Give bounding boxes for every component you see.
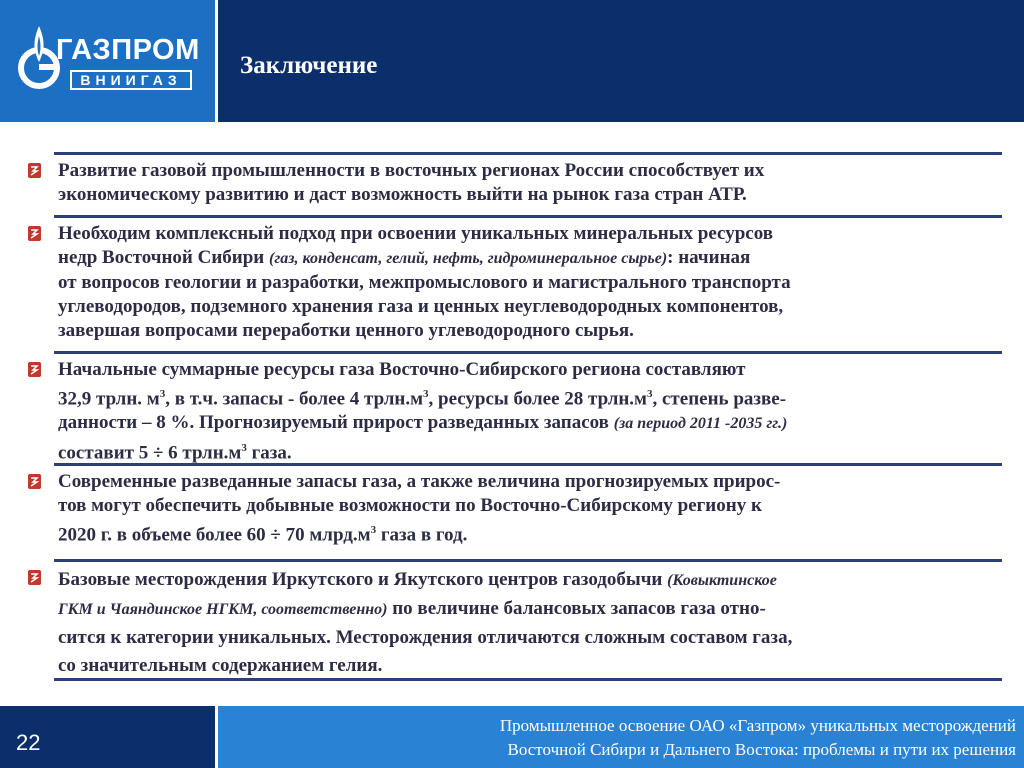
page-number: 22 xyxy=(16,730,41,755)
list-item xyxy=(54,559,1002,678)
item-text: Необходим комплексный подход при освоении уникальных минеральных ресурсов недр Восточной Сибири (газ, конденсат, гелий, нефть, гидроминеральное сырье): начиная от вопросов геологии и разработки, межпромыслового и магистрального транспорта углеводородов, подземного хранения газа и ценных неуглеводородных компонентов, завершая вопросами переработки ценного углеводородного сырья. xyxy=(58,223,791,341)
flame-icon xyxy=(18,22,60,94)
bullet-icon xyxy=(28,163,41,178)
item-text: Современные разведанные запасы газа, а также величина прогнозируемых прирос- тов могут обеспечить добывные возможности по Восточно-Сибирскому региону к 2020 г. в объеме более 60 ÷ 70 $млрд.м^3$ газа в год. xyxy=(58,471,781,546)
footer-bar xyxy=(218,706,1024,768)
gazprom-vniigaz-logo xyxy=(0,0,215,122)
footer-caption: Промышленное освоение ОАО «Газпром» уникальных месторождений Восточной Сибири и Дальнего Востока: проблемы и пути их решения xyxy=(499,716,1016,759)
header-bar xyxy=(218,0,1024,122)
page-title: Заключение xyxy=(240,52,378,79)
list-item xyxy=(54,351,1002,463)
footer-page-box xyxy=(0,706,215,768)
list-item xyxy=(54,215,1002,351)
logo-wordmark: ГАЗПРОМ xyxy=(56,34,200,66)
bullet-icon xyxy=(28,362,41,377)
item-text: Базовые месторождения Иркутского и Якутского центров газодобычи (Ковыктинское ГКМ и Чаяндинское НГКМ, соответственно) по величине балансовых запасов газа отно- сится к категории уникальных. Месторождения отличаются сложным составом газа, со значительным содержанием гелия. xyxy=(58,569,793,676)
bullet-icon xyxy=(28,474,41,489)
bullet-icon xyxy=(28,570,41,585)
item-text: Развитие газовой промышленности в восточных регионах России способствует их экономическому развитию и даст возможность выйти на рынок газа стран АТР. xyxy=(58,160,765,205)
item-text: Начальные суммарные ресурсы газа Восточно-Сибирского региона составляют 32,9 трлн. $м^3$, в т.ч. запасы - более 4 $трлн.м^3$, ресурсы более 28 $трлн.м^3$, степень разве- данности – 8 %. Прогнозируемый прирост разведанных запасов (за период 2011 -2035 гг.) составит 5 ÷ 6 $трлн.м^3$ газа. xyxy=(58,359,788,464)
logo-subtitle: ВНИИГАЗ xyxy=(70,70,192,90)
divider xyxy=(54,678,1002,681)
list-item xyxy=(54,463,1002,559)
bullet-icon xyxy=(28,226,41,241)
list-item xyxy=(54,152,1002,214)
